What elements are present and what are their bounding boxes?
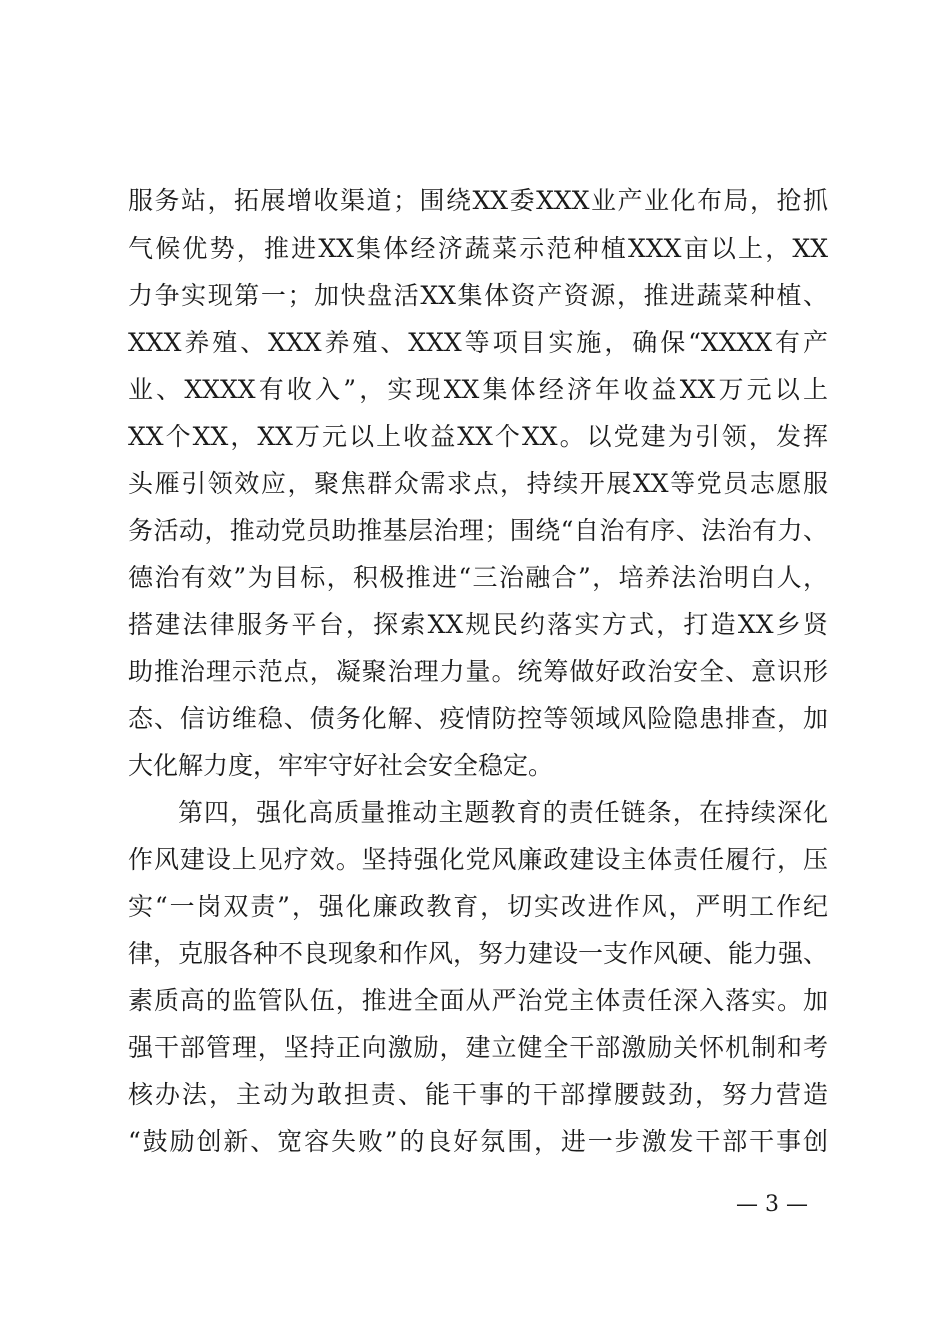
body-text-line: 作风建设上见疗效。坚持强化党风廉政建设主体责任履行，压 [128,845,828,874]
body-text-line: 强干部管理，坚持正向激励，建立健全干部激励关怀机制和考 [128,1033,828,1062]
page-number: — 3 — [736,1192,808,1217]
body-text-line: 实“一岗双责”，强化廉政教育，切实改进作风，严明工作纪 [128,892,828,921]
body-text-line: 素质高的监管队伍，推进全面从严治党主体责任深入落实。加 [128,986,828,1015]
paragraph-last-line: 大化解力度，牢牢守好社会安全稳定。 [128,751,554,780]
body-text-line: XXX养殖、XXX养殖、XXX等项目实施，确保“XXXX有产 [128,328,828,357]
body-text-line: 态、信访维稳、债务化解、疫情防控等领域风险隐患排查，加 [128,704,828,733]
body-text-line: 头雁引领效应，聚焦群众需求点，持续开展XX等党员志愿服 [128,469,828,498]
body-text-line: 德治有效”为目标，积极推进“三治融合”，培养法治明白人， [128,563,828,592]
body-text-line: 搭建法律服务平台，探索XX规民约落实方式，打造XX乡贤 [128,610,828,639]
body-text-line: 律，克服各种不良现象和作风，努力建设一支作风硬、能力强、 [128,939,829,968]
body-text-line: 服务站，拓展增收渠道；围绕XX委XXX业产业化布局，抢抓 [128,186,828,215]
body-text-line: 核办法，主动为敢担责、能干事的干部撑腰鼓劲，努力营造 [128,1080,828,1109]
body-text-line: 助推治理示范点，凝聚治理力量。统筹做好政治安全、意识形 [128,657,828,686]
body-text-line: XX个XX，XX万元以上收益XX个XX。以党建为引领，发挥 [128,422,828,451]
body-text-line: 务活动，推动党员助推基层治理；围绕“自治有序、法治有力、 [128,516,828,545]
body-text-line: 业、XXXX有收入”，实现XX集体经济年收益XX万元以上 [128,375,828,404]
body-text-line: 气候优势，推进XX集体经济蔬菜示范种植XXX亩以上，XX [128,234,828,263]
body-text-line: “鼓励创新、宽容失败”的良好氛围，进一步激发干部干事创 [128,1127,828,1156]
paragraph-first-line: 第四，强化高质量推动主题教育的责任链条，在持续深化 [178,798,828,827]
body-text-line: 力争实现第一；加快盘活XX集体资产资源，推进蔬菜种植、 [128,281,828,310]
